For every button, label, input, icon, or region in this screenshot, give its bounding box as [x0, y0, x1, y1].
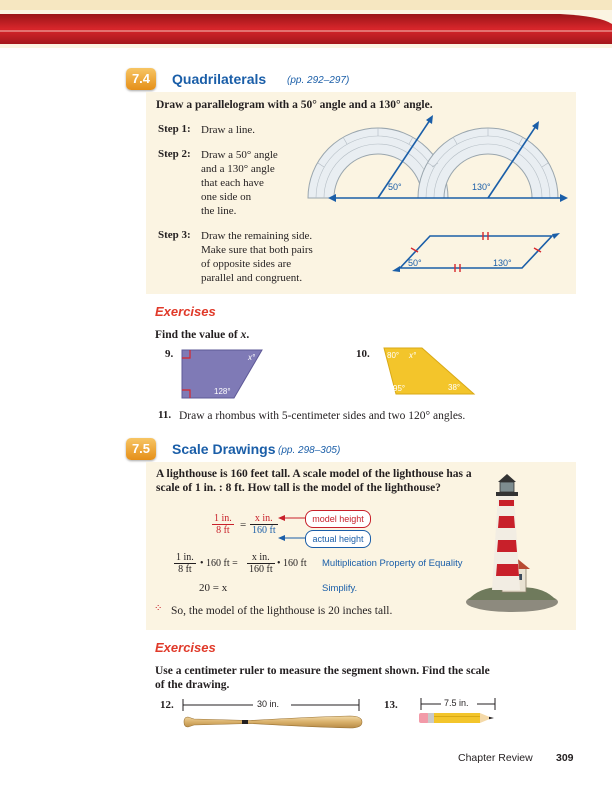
exercises-intro-line: of the drawing.	[155, 679, 230, 691]
step-3-text	[201, 229, 351, 285]
exercise-11-number: 11.	[158, 409, 172, 421]
section-pages-7-5: (pp. 298–305)	[278, 445, 341, 456]
callout-model-height: model height	[305, 510, 371, 528]
parallelogram-diagram	[380, 230, 560, 274]
exercise-12-label: 30 in.	[257, 699, 280, 709]
eq1-left-fraction	[212, 513, 234, 536]
conclusion-marker-icon: ⁘	[154, 603, 163, 614]
step-3-line: Make sure that both pairs	[201, 244, 313, 256]
eq1-right-fraction	[250, 513, 278, 536]
step-2-line: and a 130° angle	[201, 163, 275, 175]
callout-actual-height: actual height	[305, 530, 371, 548]
exercise-11-text: Draw a rhombus with 5-centimeter sides and two 120° angles.	[179, 410, 466, 422]
section-badge-7-5: 7.5	[126, 438, 156, 460]
lighthouse-illustration	[462, 472, 562, 614]
exercise-13-label: 7.5 in.	[444, 698, 469, 708]
example-prompt-7-5	[156, 467, 472, 495]
step-2-line: the line.	[201, 205, 237, 217]
exercise-10-figure	[378, 346, 478, 400]
eq3: 20 = x	[199, 582, 228, 594]
exercise-10-label-x: x°	[409, 351, 417, 360]
eq2-left-denominator: 8 ft	[178, 564, 192, 575]
protractor-diagram	[300, 112, 576, 212]
step-2-line: Draw a 50° angle	[201, 149, 278, 161]
section-title-scale-drawings: Scale Drawings	[172, 441, 276, 457]
example-prompt-line: scale of 1 in. : 8 ft. How tall is the model of the lighthouse?	[156, 482, 441, 494]
section-badge-7-4: 7.4	[126, 68, 156, 90]
eq2-right-numerator: x in.	[247, 552, 275, 564]
exercises-intro-text: Find the value of	[155, 329, 241, 341]
step-2-line: that each have	[201, 177, 264, 189]
exercises-heading-7-4: Exercises	[155, 304, 216, 319]
exercise-9-number: 9.	[165, 348, 174, 360]
exercises-intro-period: .	[246, 329, 250, 341]
eq2-left-numerator: 1 in.	[176, 552, 194, 563]
step-3-line: Draw the remaining side.	[201, 230, 313, 242]
eq2-note: Multiplication Property of Equality	[322, 558, 463, 569]
eq2-left-fraction	[174, 552, 196, 575]
step-2-label: Step 2:	[158, 148, 191, 160]
exercise-9-label-128: 128°	[214, 387, 231, 396]
conclusion-text: So, the model of the lighthouse is 20 inches tall.	[171, 605, 393, 617]
step-3-line: of opposite sides are	[201, 258, 292, 270]
top-band	[0, 0, 612, 48]
pencil-icon	[418, 710, 496, 726]
footer-section-label: Chapter Review	[458, 752, 533, 764]
step-3-label: Step 3:	[158, 229, 191, 241]
exercises-intro-7-4	[155, 328, 249, 342]
section-title-quadrilaterals: Quadrilaterals	[172, 71, 267, 87]
eq2-right-denominator: 160 ft	[249, 564, 273, 575]
eq1-right-numerator: x in.	[250, 513, 278, 525]
eq1-left-numerator: 1 in.	[214, 513, 232, 524]
eq2-right-fraction	[247, 552, 275, 575]
exercises-heading-7-5: Exercises	[155, 640, 216, 655]
exercise-13-number: 13.	[384, 699, 398, 711]
step-1-label: Step 1:	[158, 123, 191, 135]
eq2-multiply-right: • 160 ft	[277, 558, 307, 569]
exercise-10-label-80: 80°	[387, 351, 400, 360]
exercise-12-number: 12.	[160, 699, 174, 711]
section-pages-7-4: (pp. 292–297)	[287, 75, 350, 86]
step-1-text: Draw a line.	[201, 124, 256, 136]
exercise-10-number: 10.	[356, 348, 370, 360]
protractor-angle-130: 130°	[472, 182, 491, 192]
top-band-graphic	[0, 0, 612, 48]
step-2-line: one side on	[201, 191, 252, 203]
exercise-9-figure	[180, 348, 264, 400]
parallelogram-angle-50: 50°	[408, 258, 422, 268]
eq3-note: Simplify.	[322, 583, 358, 594]
eq2-multiply-left: • 160 ft =	[200, 558, 238, 569]
exercise-10-label-38: 38°	[448, 383, 461, 392]
example-prompt-line: A lighthouse is 160 feet tall. A scale model of the lighthouse has a	[156, 468, 472, 480]
parallelogram-angle-130: 130°	[493, 258, 512, 268]
eq1-equals: =	[240, 519, 247, 531]
exercise-9-label-x: x°	[248, 353, 256, 362]
eq1-left-denominator: 8 ft	[216, 525, 230, 536]
exercise-10-label-95: 95°	[393, 384, 406, 393]
exercises-intro-line: Use a centimeter ruler to measure the segment shown. Find the scale	[155, 665, 490, 677]
example-prompt-7-4: Draw a parallelogram with a 50° angle and a 130° angle.	[156, 99, 433, 111]
eq1-right-denominator: 160 ft	[252, 525, 276, 536]
step-2-text	[201, 148, 311, 218]
protractor-angle-50: 50°	[388, 182, 402, 192]
baseball-bat-icon	[180, 713, 364, 731]
exercises-intro-7-5	[155, 664, 490, 692]
exercises-intro-variable: x	[240, 329, 247, 341]
step-3-line: parallel and congruent.	[201, 272, 303, 284]
page-number: 309	[556, 752, 574, 764]
